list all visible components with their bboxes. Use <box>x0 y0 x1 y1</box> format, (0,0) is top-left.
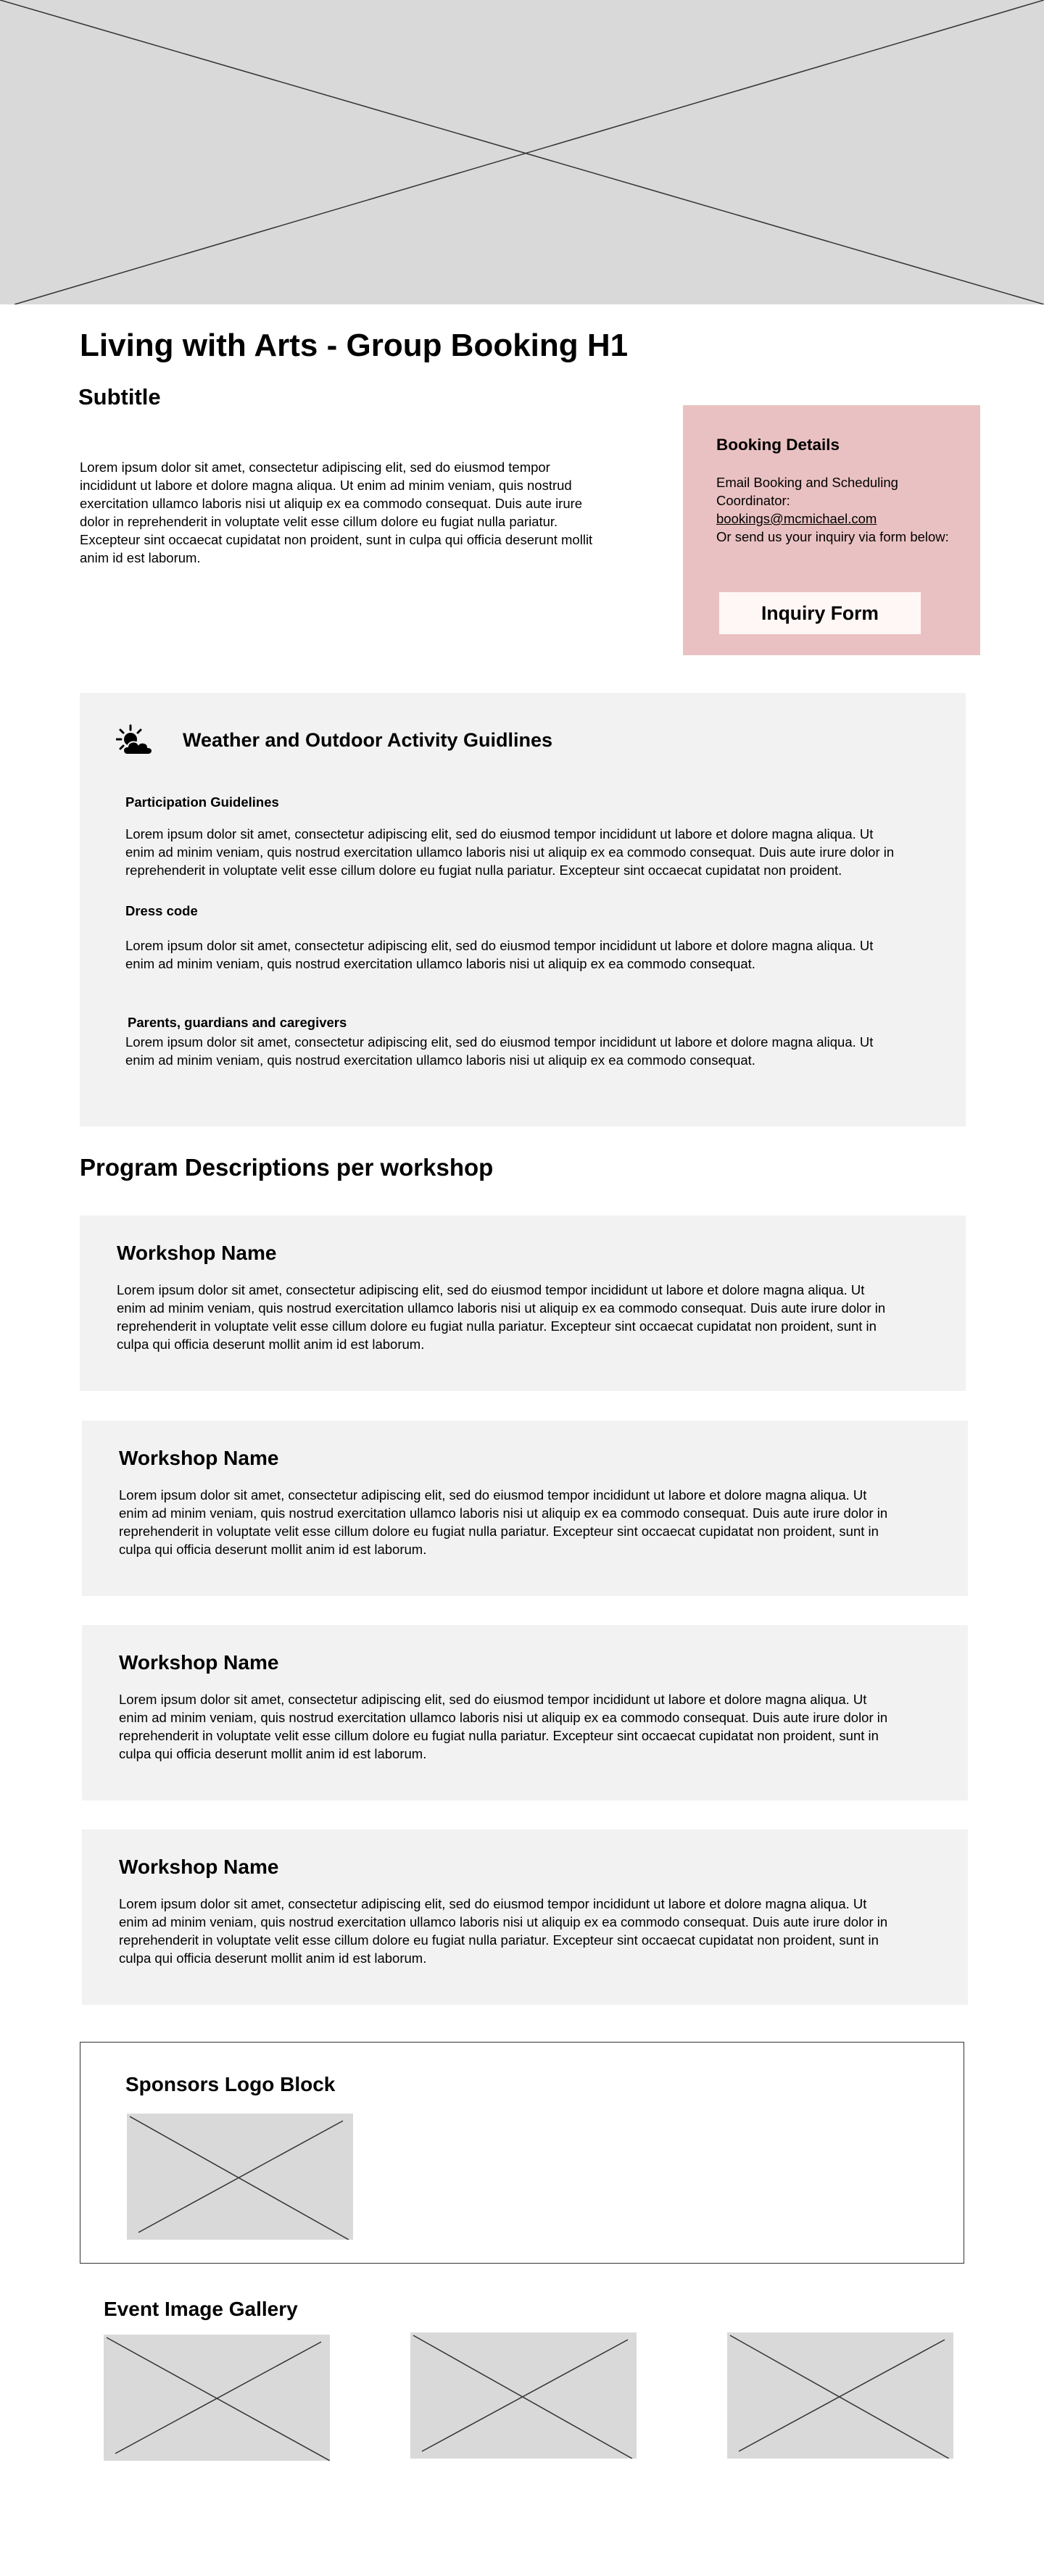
workshop-name: Workshop Name <box>117 1242 277 1264</box>
gallery-image-placeholder[interactable] <box>727 2332 953 2459</box>
workshop-name: Workshop Name <box>119 1651 279 1674</box>
workshop-description: Lorem ipsum dolor sit amet, consectetur adipiscing elit, sed do eiusmod tempor incididunt ut labore et dolore magna aliqua. Ut enim ad minim veniam, quis nostrud exercitation ullamco laboris nisi ut aliquip ex ea commodo consequat. Duis aute irure dolor in reprehenderit in voluptate velit esse cillum dolore eu fugiat nulla pariatur. Excepteur sint occaecat cupidatat non proident, sunt in culpa qui officia deserunt mollit anim id est laborum. <box>119 1896 888 1966</box>
intro-paragraph: Lorem ipsum dolor sit amet, consectetur adipiscing elit, sed do eiusmod tempor incididunt ut labore et dolore magna aliqua. Ut enim ad minim veniam, quis nostrud exercitation ullamco laboris nisi ut aliquip ex ea commodo consequat. Duis aute irure dolor in reprehenderit in voluptate velit esse cillum dolore eu fugiat nulla pariatur. Excepteur sint occaecat cupidatat non proident, sunt in culpa qui officia deserunt mollit anim id est laborum. <box>80 460 593 565</box>
workshop-card <box>82 1829 968 2005</box>
booking-details-card <box>683 405 980 655</box>
booking-title: Booking Details <box>716 436 840 454</box>
booking-email-link[interactable]: bookings@mcmichael.com <box>716 511 877 526</box>
weather-title: Weather and Outdoor Activity Guidlines <box>183 729 553 751</box>
dress-code-heading: Dress code <box>125 903 198 918</box>
sponsors-title: Sponsors Logo Block <box>125 2073 336 2095</box>
inquiry-form-button[interactable]: Inquiry Form <box>719 592 921 634</box>
partly-cloudy-icon <box>116 724 157 757</box>
program-descriptions-title: Program Descriptions per workshop <box>80 1154 494 1181</box>
workshop-description: Lorem ipsum dolor sit amet, consectetur adipiscing elit, sed do eiusmod tempor incididunt ut labore et dolore magna aliqua. Ut enim ad minim veniam, quis nostrud exercitation ullamco laboris nisi ut aliquip ex ea commodo consequat. Duis aute irure dolor in reprehenderit in voluptate velit esse cillum dolore eu fugiat nulla pariatur. Excepteur sint occaecat cupidatat non proident, sunt in culpa qui officia deserunt mollit anim id est laborum. <box>119 1692 888 1761</box>
page-subtitle: Subtitle <box>78 384 161 410</box>
sponsors-logo-block <box>80 2042 964 2264</box>
caregivers-heading: Parents, guardians and caregivers <box>128 1015 347 1030</box>
hero-image-placeholder <box>0 0 1044 304</box>
dress-code-text: Lorem ipsum dolor sit amet, consectetur adipiscing elit, sed do eiusmod tempor incididunt ut labore et dolore magna aliqua. Ut enim ad minim veniam, quis nostrud exercitation ullamco laboris nisi ut aliquip ex ea commodo consequat. <box>125 938 874 971</box>
sponsor-logo-placeholder <box>127 2114 353 2240</box>
participation-guidelines-heading: Participation Guidelines <box>125 794 279 810</box>
workshop-name: Workshop Name <box>119 1856 279 1878</box>
caregivers-text: Lorem ipsum dolor sit amet, consectetur adipiscing elit, sed do eiusmod tempor incididunt ut labore et dolore magna aliqua. Ut enim ad minim veniam, quis nostrud exercitation ullamco laboris nisi ut aliquip ex ea commodo consequat. <box>125 1034 874 1068</box>
booking-body <box>716 473 963 546</box>
workshop-name: Workshop Name <box>119 1447 279 1469</box>
participation-guidelines-text: Lorem ipsum dolor sit amet, consectetur adipiscing elit, sed do eiusmod tempor incididunt ut labore et dolore magna aliqua. Ut enim ad minim veniam, quis nostrud exercitation ullamco laboris nisi ut aliquip ex ea commodo consequat. Duis aute irure dolor in reprehenderit in voluptate velit esse cillum dolore eu fugiat nulla pariatur. Excepteur sint occaecat cupidatat non proident. <box>125 826 895 878</box>
workshop-card <box>80 1216 966 1391</box>
gallery-image-placeholder[interactable] <box>410 2332 637 2459</box>
booking-line-2: Or send us your inquiry via form below: <box>716 529 949 544</box>
workshop-card <box>82 1625 968 1800</box>
workshop-description: Lorem ipsum dolor sit amet, consectetur adipiscing elit, sed do eiusmod tempor incididunt ut labore et dolore magna aliqua. Ut enim ad minim veniam, quis nostrud exercitation ullamco laboris nisi ut aliquip ex ea commodo consequat. Duis aute irure dolor in reprehenderit in voluptate velit esse cillum dolore eu fugiat nulla pariatur. Excepteur sint occaecat cupidatat non proident, sunt in culpa qui officia deserunt mollit anim id est laborum. <box>119 1487 888 1557</box>
weather-guidelines-panel <box>80 693 966 1126</box>
gallery-image-placeholder[interactable] <box>104 2335 330 2461</box>
booking-line-1: Email Booking and Scheduling Coordinator: <box>716 475 898 508</box>
page-title: Living with Arts - Group Booking H1 <box>80 328 629 363</box>
workshop-description: Lorem ipsum dolor sit amet, consectetur adipiscing elit, sed do eiusmod tempor incididunt ut labore et dolore magna aliqua. Ut enim ad minim veniam, quis nostrud exercitation ullamco laboris nisi ut aliquip ex ea commodo consequat. Duis aute irure dolor in reprehenderit in voluptate velit esse cillum dolore eu fugiat nulla pariatur. Excepteur sint occaecat cupidatat non proident, sunt in culpa qui officia deserunt mollit anim id est laborum. <box>117 1282 886 1352</box>
gallery-title: Event Image Gallery <box>104 2298 298 2320</box>
workshop-card <box>82 1421 968 1596</box>
